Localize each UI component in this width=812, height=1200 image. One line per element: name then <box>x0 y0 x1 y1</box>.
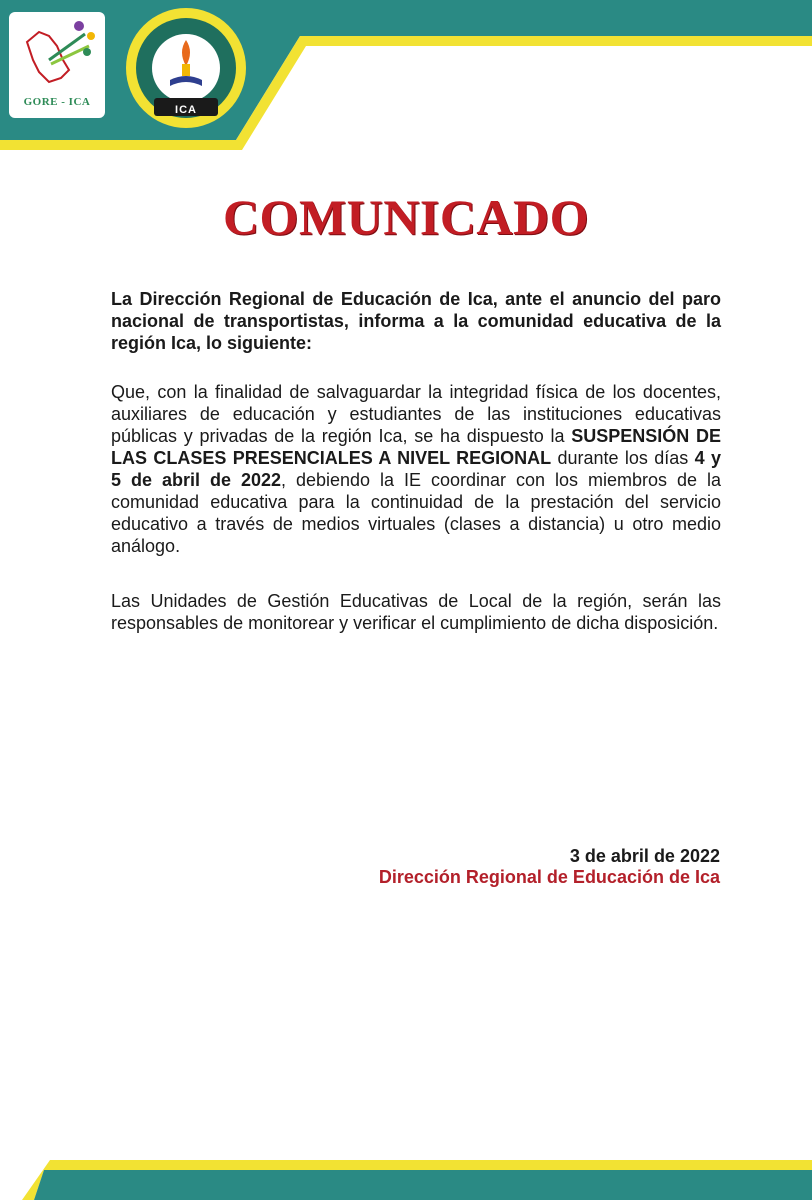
gore-ica-logo <box>9 12 105 118</box>
main-paragraph-text-2: durante los días <box>551 448 695 468</box>
header-banner <box>0 0 812 150</box>
footer-stripe <box>0 1156 812 1200</box>
seal-ica-label: ICA <box>175 104 197 116</box>
signature-line: Dirección Regional de Educación de Ica <box>378 867 720 887</box>
gore-ica-label: GORE - ICA <box>23 96 91 108</box>
main-paragraph-text-1: Que, con la finalidad de salvaguardar la integridad física de los docentes, auxiliares de educación y estudiantes de las instituciones educativas públicas y privadas de la región Ica, se ha dispuesto la <box>111 382 721 446</box>
peru-map-icon <box>9 12 105 92</box>
page-title: COMUNICADO <box>222 189 590 245</box>
dre-ica-seal <box>124 6 248 130</box>
intro-paragraph: La Dirección Regional de Educación de Ica, ante el anuncio del paro nacional de transportistas, informa a la comunidad educativa de la región Ica, lo siguiente: <box>111 289 721 353</box>
main-paragraph <box>111 381 721 557</box>
document-date: 3 de abril de 2022 <box>569 846 720 866</box>
suspension-dates: 4 y 5 de abril de 2022 <box>111 448 721 490</box>
suspension-notice: SUSPENSIÓN DE LAS CLASES PRESENCIALES A NIVEL REGIONAL <box>111 426 721 468</box>
main-paragraph-text-3: , debiendo la IE coordinar con los miembros de la comunidad educativa para la continuidad de la prestación del servicio educativo a través de medios virtuales (clases a distancia) u otro medio análogo. <box>111 470 722 556</box>
closing-paragraph: Las Unidades de Gestión Educativas de Local de la región, serán las responsables de monitorear y verificar el cumplimiento de dicha disposición. <box>111 591 721 633</box>
